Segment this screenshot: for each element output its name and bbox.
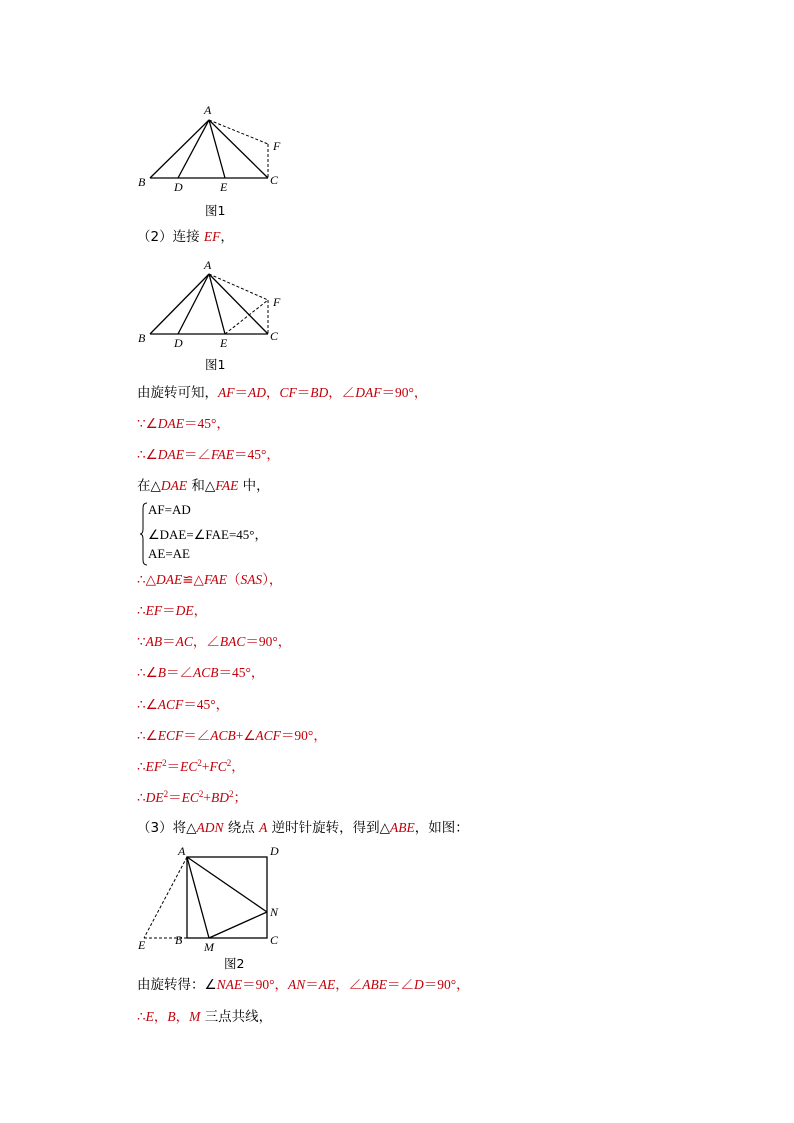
step3-1: 由旋转得：∠NAE＝90°，AN＝AE，∠ABE＝∠D＝90°，	[137, 977, 470, 993]
step-1: 由旋转可知，AF＝AD，CF＝BD，∠DAF＝90°，	[137, 385, 428, 401]
step-2: ∵∠DAE＝45°，	[137, 416, 230, 431]
step-6: ∴EF＝DE，	[137, 603, 208, 618]
seg-AE	[144, 857, 187, 938]
label-D: D	[174, 336, 183, 350]
seg-MN	[209, 912, 267, 938]
seg-AF	[209, 120, 268, 144]
seg-AF	[209, 274, 268, 300]
step-10: ∴∠ECF＝∠ACB+∠ACF＝90°，	[137, 728, 327, 743]
system-line-2: ∠DAE=∠FAE=45°，	[148, 527, 268, 542]
step-9: ∴∠ACF＝45°，	[137, 697, 230, 712]
label-A: A	[178, 844, 186, 858]
seg-EF	[225, 300, 268, 334]
label-A: A	[204, 258, 212, 272]
figure-1a-caption: 图1	[205, 203, 226, 218]
label-F: F	[273, 139, 281, 153]
seg-AN	[187, 857, 267, 912]
label-C: C	[270, 933, 279, 947]
step3-2: ∴E，B，M 三点共线，	[137, 1009, 273, 1025]
label-E: E	[220, 180, 228, 194]
label-C: C	[270, 329, 279, 343]
figure-1b-caption: 图1	[205, 357, 226, 372]
label-E: E	[138, 938, 146, 952]
system-line-1: AF=AD	[148, 502, 191, 517]
label-A: A	[204, 103, 212, 117]
label-N: N	[270, 905, 279, 919]
seg-AB	[150, 120, 209, 178]
seg-AC	[209, 120, 268, 178]
step-3: ∴∠DAE＝∠FAE＝45°，	[137, 447, 280, 462]
square-ABCD	[187, 857, 267, 938]
seg-AC	[209, 274, 268, 334]
figure-2	[130, 840, 300, 955]
figure-1a	[130, 102, 300, 202]
step-4: 在△DAE 和△FAE 中，	[137, 478, 270, 494]
seg-AD	[178, 120, 209, 178]
step-12: $\therefore DE^2=EC^2+BD^2$；	[137, 789, 247, 805]
part2-heading: （2）连接 EF，	[137, 229, 234, 245]
label-C: C	[270, 173, 279, 187]
figure-1b	[130, 256, 300, 356]
label-D: D	[270, 844, 279, 858]
step-7: ∵AB＝AC，∠BAC＝90°，	[137, 634, 292, 649]
step-8: ∴∠B＝∠ACB＝45°，	[137, 665, 265, 680]
label-B: B	[138, 175, 146, 189]
step-11: $\therefore EF^2=EC^2+FC^2$，	[137, 758, 245, 774]
equation-system	[139, 502, 299, 566]
seg-AB	[150, 274, 209, 334]
part3-heading: （3）将△ADN 绕点 A 逆时针旋转，得到△ABE，如图：	[137, 820, 469, 836]
label-B: B	[175, 933, 183, 947]
label-F: F	[273, 295, 281, 309]
label-D: D	[174, 180, 183, 194]
label-E: E	[220, 336, 228, 350]
label-B: B	[138, 331, 146, 345]
system-line-3: AE=AE	[148, 546, 190, 561]
seg-AD	[178, 274, 209, 334]
step-5: ∴△DAE≌△FAE（SAS），	[137, 572, 283, 587]
figure-2-caption: 图2	[224, 956, 245, 971]
label-M: M	[204, 940, 214, 954]
